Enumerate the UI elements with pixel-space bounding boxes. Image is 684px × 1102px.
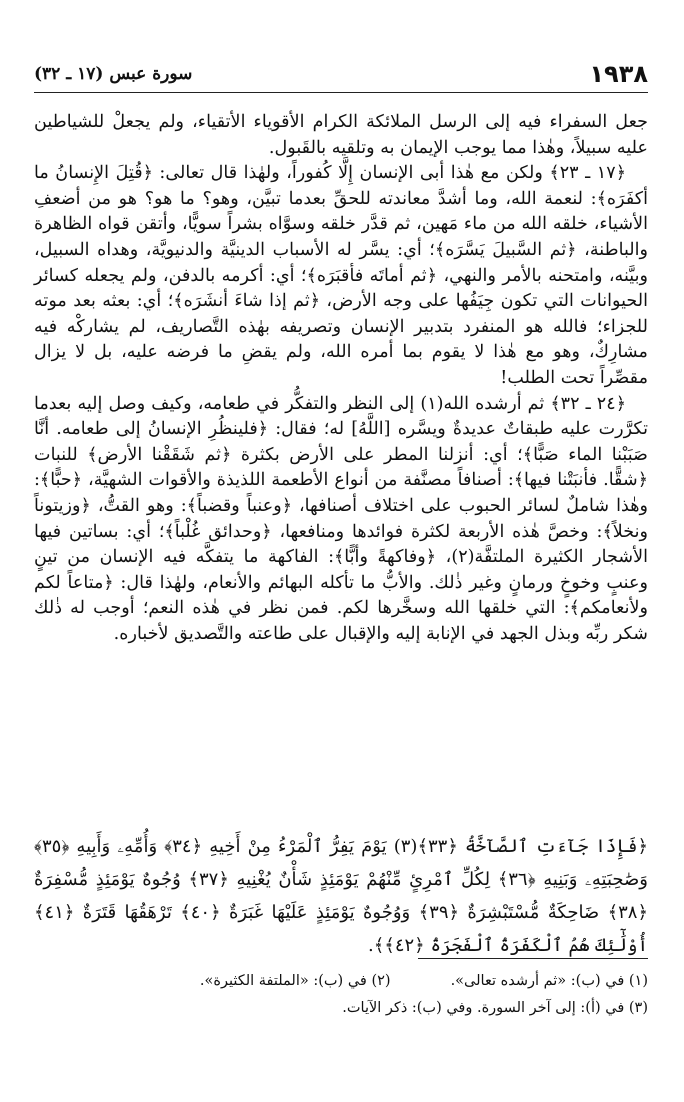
footnote-3: (٣) في (أ): إلى آخر السورة. وفي (ب): ذكر الآيات. [342,1000,648,1016]
paragraph-intro: جعل السفراء فيه إلى الرسل الملائكة الكرام الأقوياء الأتقياء، ولم يجعلْ للشياطين عليه سبيلاً، وهٰذا مما يوجب الإيمان به وتلقيه بالقَبول. [34,112,648,158]
footnote-1: (١) في (ب): «ثم أرشده تعالى». [450,973,648,989]
page-number: ١٩٣٨ [589,60,648,88]
paragraph-verses-24-32: ﴿٢٤ ـ ٣٢﴾ ثم أرشده الله(١) إلى النظر والتفكُّر في طعامه، وكيف وصل إليه بعدما تكرَّرت عليه طبقاتٌ عديدةٌ ويسَّره [اللَّهُ] له؛ فقال: ﴿فلينظُرِ الإنسانُ إلى طعامه. أنَّا صَبَبْنا الماء صَبًّا﴾؛ أي: أنزلنا المطر على الأرض بكثرة ﴿ثم شَقَقْنا الأرض﴾ للنبات ﴿شقًّا. فأنبَتْنا فيها﴾: أصنافاً مصنَّفة من أنواع الأطعمة اللذيذة والأقوات الشهيَّة، ﴿حبًّا﴾: وهٰذا شاملٌ لسائر الحبوب على اختلاف أصنافها، ﴿وعنباً وقضباً﴾: وهو القتُّ، ﴿وزيتوناً ونخلاً﴾: وخصَّ هٰذه الأربعة لكثرة فوائدها ومنافعها، ﴿وحدائق غُلْباً﴾؛ أي: بساتين فيها الأشجار الكثيرة الملتفَّة(٢)، ﴿وفاكهةً وأبًّا﴾: الفاكهة ما يتفكَّه فيه الإنسان من تينٍ وعنبٍ وخوخٍ ورمانٍ وغير ذٰلك. والأبُّ ما تأكله البهائم والأنعام، ولهٰذا قال: ﴿متاعاً لكم ولأنعامكم﴾: التي خلقها الله وسخَّرها لكم. فمن نظر في هٰذه النعم؛ أوجب له ذٰلك شكر ربِّه وبذل الجهد في الإنابة إليه والإقبال على طاعته والتَّصديق لأخباره. [34,393,649,644]
footnote-row [34,995,648,1022]
running-title: سورة عبس (١٧ ـ ٣٢) [34,64,193,84]
quran-verses-block: ﴿فَإِذَا جَآءَتِ ٱلصَّآخَّةُ ﴿٣٣﴾(٣) يَوْمَ يَفِرُّ ٱلْمَرْءُ مِنْ أَخِيهِ ﴿٣٤﴾ وَأُمِّهِۦ وَأَبِيهِ ﴿٣٥﴾ وَصَٰحِبَتِهِۦ وَبَنِيهِ ﴿٣٦﴾ لِكُلِّ ٱمْرِئٍ مِّنْهُمْ يَوْمَئِذٍ شَأْنٌ يُغْنِيهِ ﴿٣٧﴾ وُجُوهٌ يَوْمَئِذٍ مُّسْفِرَةٌ ﴿٣٨﴾ ضَاحِكَةٌ مُّسْتَبْشِرَةٌ ﴿٣٩﴾ وَوُجُوهٌ يَوْمَئِذٍ عَلَيْهَا غَبَرَةٌ ﴿٤٠﴾ تَرْهَقُهَا قَتَرَةٌ ﴿٤١﴾ أُوْلَٰٓئِكَ هُمُ ٱلْكَفَرَةُ ٱلْفَجَرَةُ ﴿٤٢﴾﴾. [34,836,649,956]
footnote-row [34,968,648,995]
footnote-2: (٢) في (ب): «الملتفة الكثيرة». [199,973,391,989]
paragraph-verses-17-23: ﴿١٧ ـ ٢٣﴾ ولكن مع هٰذا أبى الإنسان إِلَّا كُفوراً، ولهٰذا قال تعالى: ﴿قُتِلَ الإِنسانُ ما أكفَرَه﴾: لنعمة الله، وما أشدَّ معاندته للحقِّ بعدما تبيَّن، وهو؟ ما هو؟ هو من أضعفِ الأشياء، خلقه الله من ماء مَهين، ثم قدَّر خلقه وسوَّاه بشراً سويًّا، وأتقن قواه الظاهرة والباطنة، ﴿ثم السَّبيلَ يَسَّرَه﴾؛ أي: يسَّر له الأسباب الدينيَّة والدنيويَّة، وهداه السبيل، وبيَّنه، وامتحنه بالأمر والنهي، ﴿ثم أماتَه فأقبَرَه﴾؛ أي: أكرمه بالدفن، ولم يجعله كسائر الحيوانات التي تكون جِيَفُها على وجه الأرض، ﴿ثم إذا شاءَ أنشَرَه﴾؛ أي: بعثه بعد موته للجزاء؛ فالله هو المنفرد بتدبير الإنسان وتصريفه بهٰذه التَّصاريف، لم يشاركْه فيه مشارِكٌ، وهو مع هٰذا لا يقوم بما أمره الله، ولم يقضِ ما فرضه عليه، بل لا يزال مقصِّراً تحت الطلب! [34,163,648,388]
footnote-divider [418,958,648,959]
page-header [34,56,648,93]
footnotes [34,968,648,1022]
commentary-body [34,110,648,647]
